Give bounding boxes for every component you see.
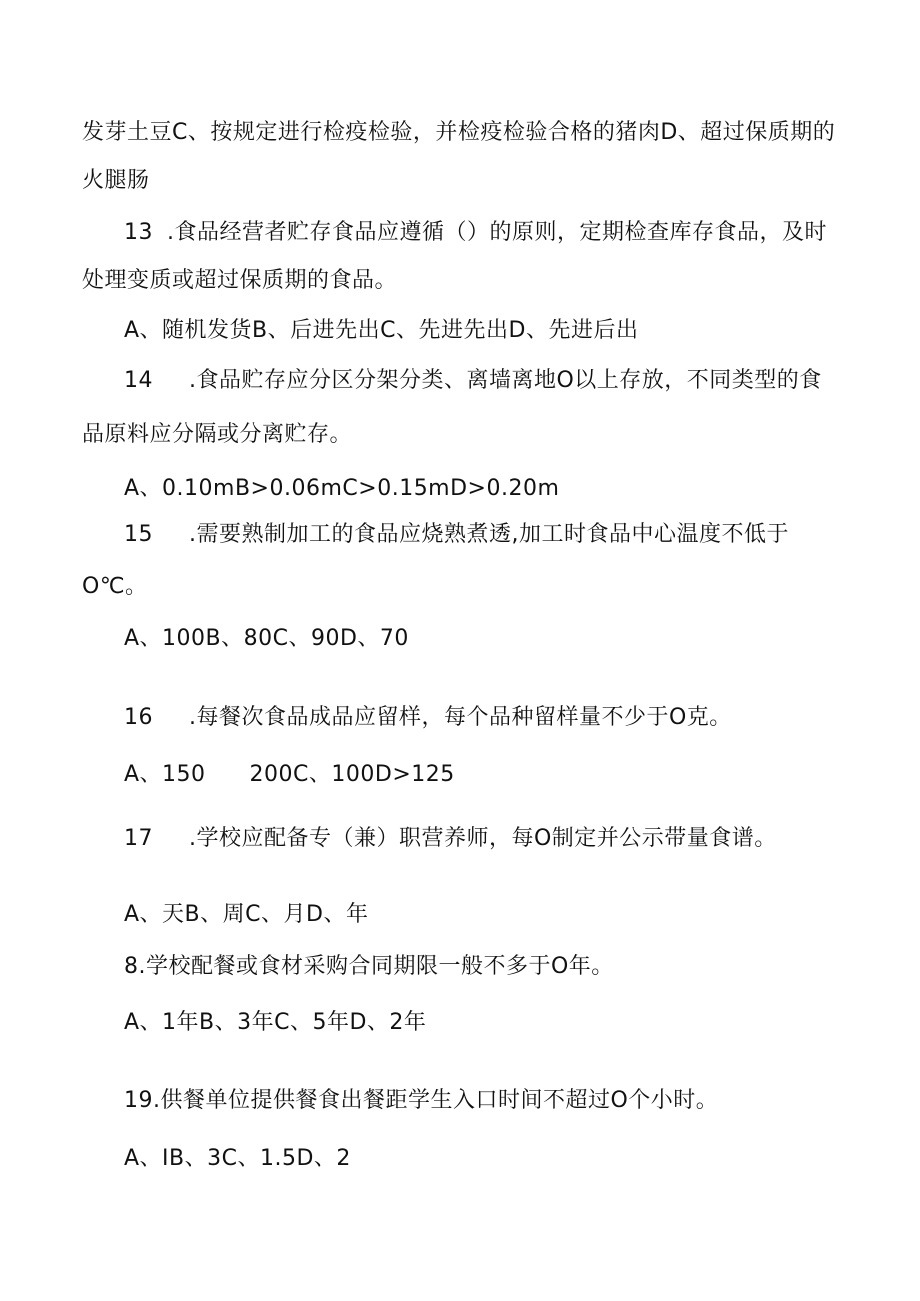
question-18-options: A、1年B、3年C、5年D、2年 <box>124 1010 427 1035</box>
question-13-options: A、随机发货B、后进先出C、先进先出D、先进后出 <box>124 318 639 343</box>
question-17-number: 17 <box>124 826 153 851</box>
question-14-options: A、0.10mB>0.06mC>0.15mD>0.20m <box>124 476 560 501</box>
question-18: 8.学校配餐或食材采购合同期限一般不多于O年。 <box>124 954 614 979</box>
question-17-options: A、天B、周C、月D、年 <box>124 902 369 927</box>
question-15-continued: O℃。 <box>82 574 148 599</box>
question-16-option-a: A、150 <box>124 762 206 787</box>
question-14 <box>124 366 822 396</box>
question-13-continued: 处理变质或超过保质期的食品。 <box>82 268 398 293</box>
question-15-text: .需要熟制加工的食品应烧熟煮透,加工时食品中心温度不低于 <box>189 522 789 547</box>
text-line-1: 发芽土豆C、按规定进行检疫检验，并检疫检验合格的猪肉D、超过保质期的 <box>82 120 836 145</box>
question-13-number: 13 <box>124 220 153 245</box>
question-15-options: A、100B、80C、90D、70 <box>124 626 409 651</box>
question-19: 19.供餐单位提供餐食出餐距学生入口时间不超过O个小时。 <box>124 1088 719 1113</box>
question-16-options-rest: 200C、100D>125 <box>249 762 455 787</box>
question-17-text: .学校应配备专（兼）职营养师，每O制定并公示带量食谱。 <box>189 826 777 851</box>
question-16-options <box>124 760 455 790</box>
question-15-number: 15 <box>124 522 153 547</box>
question-14-text: .食品贮存应分区分架分类、离墙离地O以上存放，不同类型的食 <box>189 368 822 393</box>
question-17 <box>124 824 777 854</box>
question-14-number: 14 <box>124 368 153 393</box>
question-19-options: A、IB、3C、1.5D、2 <box>124 1146 351 1171</box>
question-16-text: .每餐次食品成品应留样，每个品种留样量不少于O克。 <box>189 705 732 730</box>
question-15 <box>124 520 789 550</box>
text-line-2: 火腿肠 <box>82 168 150 193</box>
question-13-text: .食品经营者贮存食品应遵循（）的原则，定期检查库存食品，及时 <box>167 220 827 245</box>
question-16 <box>124 703 732 733</box>
question-13 <box>124 218 827 248</box>
question-14-continued: 品原料应分隔或分离贮存。 <box>82 422 353 447</box>
question-16-number: 16 <box>124 705 153 730</box>
